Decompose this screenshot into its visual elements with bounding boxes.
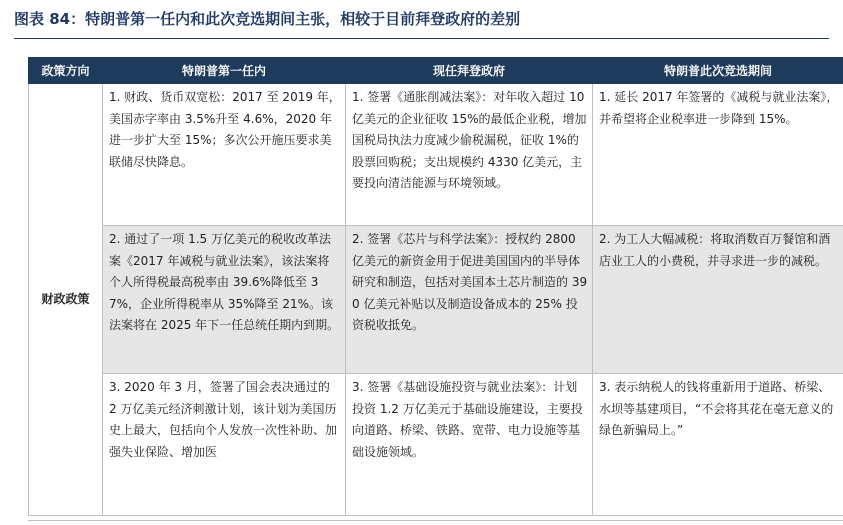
table-row (29, 84, 843, 226)
table-row (29, 374, 843, 516)
header-trump-campaign: 特朗普此次竞选期间 (593, 58, 843, 84)
title-divider (14, 38, 829, 39)
cell-trump-first-term-1: 1. 财政、货币双宽松：2017 至 2019 年，美国赤字率由 3.5%升至 4.6%，2020 年进一步扩大至 15%；多次公开施压要求美联储尽快降息。 (103, 84, 346, 226)
cell-trump-first-term-3: 3. 2020 年 3 月，签署了国会表决通过的 2 万亿美元经济刺激计划，该计划为美国历史上最大，包括向个人发放一次性补助、加强失业保险、增加医 (103, 374, 346, 516)
cell-biden-1: 1. 签署《通胀削减法案》：对年收入超过 10 亿美元的企业征收 15%的最低企业税，增加国税局执法力度减少偷税漏税，征收 1%的股票回购税；支出规模约 4330 亿美元，主要投向清洁能源与环境领域。 (346, 84, 593, 226)
cell-trump-campaign-1: 1. 延长 2017 年签署的《减税与就业法案》，并希望将企业税率进一步降到 15%。 (593, 84, 843, 226)
policy-comparison-table (28, 57, 843, 516)
cell-trump-campaign-3: 3. 表示纳税人的钱将重新用于道路、桥梁、水坝等基建项目，“不会将其花在毫无意义的绿色新骗局上。” (593, 374, 843, 516)
table-row (29, 226, 843, 374)
cell-biden-3: 3. 签署《基础设施投资与就业法案》：计划投资 1.2 万亿美元于基础设施建设，主要投向道路、桥梁、铁路、宽带、电力设施等基础设施领域。 (346, 374, 593, 516)
table-header-row (29, 58, 843, 84)
cell-trump-first-term-2: 2. 通过了一项 1.5 万亿美元的税收改革法案《2017 年减税与就业法案》，该法案将个人所得税最高税率由 39.6%降低至 37%，企业所得税率从 35%降至 21%。该法案将在 2025 年下一任总统任期内到期。 (103, 226, 346, 374)
bottom-divider (28, 520, 843, 521)
cell-biden-2: 2. 签署《芯片与科学法案》：授权约 2800 亿美元的新资金用于促进美国国内的半导体研究和制造，包括对美国本土芯片制造的 390 亿美元补贴以及制造设备成本的 25% 投资税收抵免。 (346, 226, 593, 374)
header-trump-first-term: 特朗普第一任内 (103, 58, 346, 84)
figure-title: 图表 84：特朗普第一任内和此次竞选期间主张，相较于目前拜登政府的差别 (14, 10, 521, 28)
header-biden-administration: 现任拜登政府 (346, 58, 593, 84)
category-fiscal-policy: 财政政策 (29, 84, 103, 516)
header-policy-direction: 政策方向 (29, 58, 103, 84)
cell-trump-campaign-2: 2. 为工人大幅减税：将取消数百万餐馆和酒店业工人的小费税，并寻求进一步的减税。 (593, 226, 843, 374)
